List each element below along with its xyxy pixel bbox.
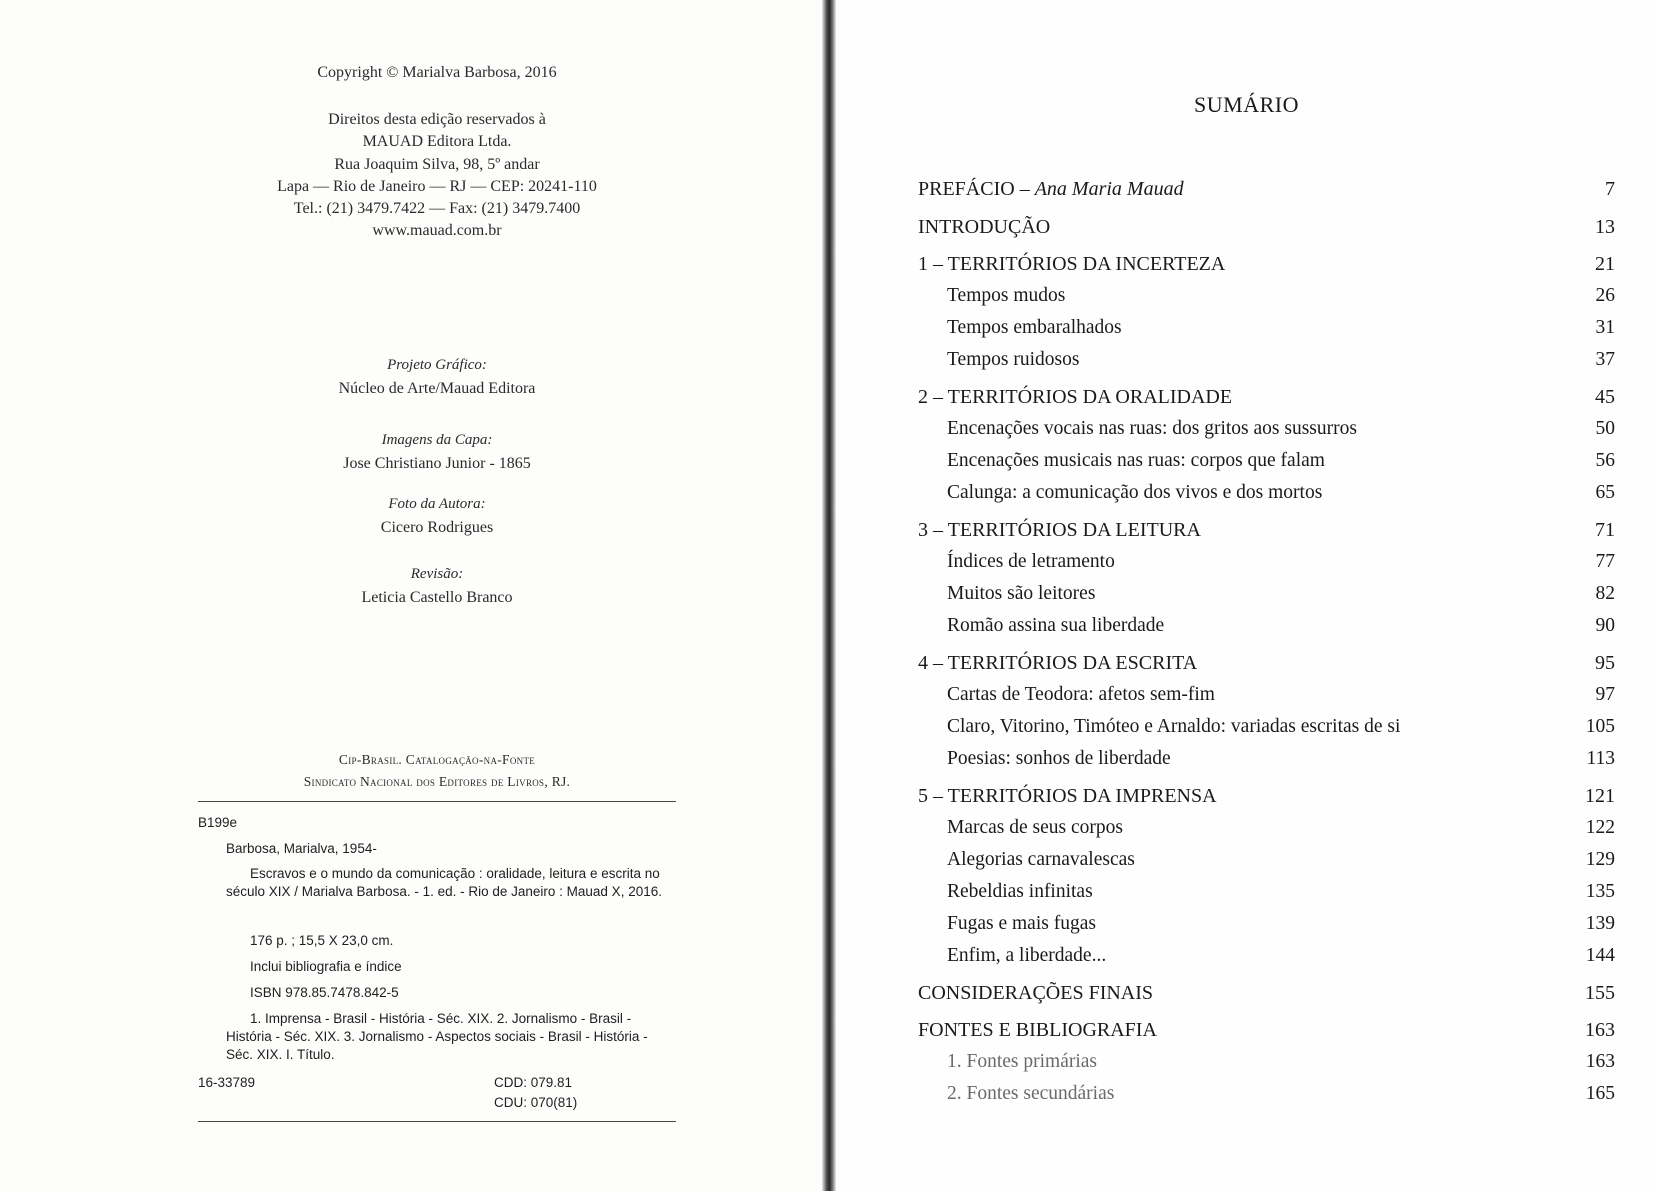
publisher-line: Rua Joaquim Silva, 98, 5º andar (334, 155, 540, 173)
toc-entry-label: Rebeldias infinitas (947, 881, 1093, 902)
toc-entry-page-number: 135 (1585, 881, 1615, 902)
cip-bibliography-note: Inclui bibliografia e índice (250, 959, 402, 974)
toc-entry-page-number: 45 (1595, 386, 1615, 408)
toc-entry-page-number: 71 (1595, 519, 1615, 541)
toc-entry-label: FONTES E BIBLIOGRAFIA (918, 1019, 1157, 1041)
credit-value: Jose Christiano Junior - 1865 (343, 455, 531, 472)
toc-section-entry (836, 1051, 1657, 1081)
publisher-line: MAUAD Editora Ltda. (362, 133, 512, 151)
toc-entry-label: Fugas e mais fugas (947, 913, 1096, 934)
credit-value: Cicero Rodrigues (380, 519, 494, 536)
toc-entry-label: Muitos são leitores (947, 583, 1096, 604)
toc-entry-page-number: 50 (1595, 418, 1615, 439)
toc-entry-label: 2. Fontes secundárias (947, 1083, 1115, 1104)
toc-section-entry (836, 945, 1657, 975)
cip-divider-bottom (198, 1121, 676, 1122)
toc-section-entry (836, 450, 1657, 480)
cip-physical-description: 176 p. ; 15,5 X 23,0 cm. (250, 933, 394, 948)
toc-chapter-entry (836, 1019, 1657, 1049)
credit-cover-images (200, 429, 674, 475)
toc-chapter-entry (836, 178, 1657, 208)
cip-header-line: Sindicato Nacional dos Editores de Livros, RJ. (303, 774, 571, 789)
toc-section-entry (836, 551, 1657, 581)
toc-entry-label: Poesias: sonhos de liberdade (947, 748, 1171, 769)
toc-entry-label: Tempos mudos (947, 285, 1066, 306)
toc-entry-page-number: 21 (1595, 253, 1615, 275)
toc-entry-label: Marcas de seus corpos (947, 817, 1123, 838)
toc-entry-page-number: 144 (1585, 945, 1615, 966)
toc-entry-page-number: 37 (1595, 349, 1615, 370)
publisher-line: Lapa — Rio de Janeiro — RJ — CEP: 20241-110 (277, 177, 597, 195)
toc-entry-page-number: 122 (1585, 817, 1615, 838)
toc-entry-page-number: 77 (1595, 551, 1615, 572)
cip-author: Barbosa, Marialva, 1954- (226, 841, 377, 856)
toc-entry-page-number: 155 (1585, 982, 1615, 1004)
toc-entry-label: Calunga: a comunicação dos vivos e dos mortos (947, 482, 1323, 503)
credit-revision (200, 563, 674, 609)
toc-entry-page-number: 97 (1595, 684, 1615, 705)
toc-chapter-entry (836, 386, 1657, 416)
cip-title: Escravos e o mundo da comunicação : oralidade, leitura e escrita no século XIX / Marialva Barbosa. - 1. ed. - Rio de Janeiro : Mauad X, 2016. (226, 866, 662, 899)
toc-entry-page-number: 139 (1585, 913, 1615, 934)
toc-section-entry (836, 482, 1657, 512)
credit-value: Núcleo de Arte/Mauad Editora (338, 380, 536, 397)
table-of-contents-page (836, 0, 1657, 1191)
toc-chapter-entry (836, 785, 1657, 815)
toc-entry-page-number: 65 (1595, 482, 1615, 503)
cip-number: 16-33789 (198, 1075, 256, 1090)
toc-entry-page-number: 56 (1595, 450, 1615, 471)
cip-divider-top (198, 801, 676, 802)
cip-subjects: 1. Imprensa - Brasil - História - Séc. XIX. 2. Jornalismo - Brasil - História - Séc. XIX. 3. Jornalismo - Aspectos sociais - Brasil - História - Séc. XIX. I. Título. (226, 1011, 648, 1062)
toc-entry-label: Enfim, a liberdade... (947, 945, 1107, 966)
toc-entry-label: 1. Fontes primárias (947, 1051, 1098, 1072)
cip-cdd: CDD: 079.81 (494, 1075, 573, 1090)
toc-entry-page-number: 165 (1585, 1083, 1615, 1104)
toc-entry-label: Tempos ruidosos (947, 349, 1080, 370)
credit-label: Projeto Gráfico: (387, 357, 487, 373)
cip-header (200, 749, 674, 793)
credit-label: Imagens da Capa: (381, 432, 493, 448)
toc-entry-page-number: 129 (1585, 849, 1615, 870)
toc-entry-label: Tempos embaralhados (947, 317, 1122, 338)
toc-chapter-entry (836, 652, 1657, 682)
toc-entry-page-number: 90 (1595, 615, 1615, 636)
toc-entry-label: Encenações vocais nas ruas: dos gritos aos sussurros (947, 418, 1357, 439)
toc-entry-label: Claro, Vitorino, Timóteo e Arnaldo: variadas escritas de si (947, 716, 1401, 737)
toc-section-entry (836, 583, 1657, 613)
toc-section-entry (836, 349, 1657, 379)
toc-entry-label: INTRODUÇÃO (918, 216, 1051, 238)
toc-entry-label: Alegorias carnavalescas (947, 849, 1135, 870)
toc-entry-label: Cartas de Teodora: afetos sem-fim (947, 684, 1215, 705)
toc-entry-author: Ana Maria Mauad (1034, 178, 1184, 200)
toc-section-entry (836, 748, 1657, 778)
toc-entry-page-number: 13 (1595, 216, 1615, 238)
credit-author-photo (200, 493, 674, 539)
toc-entry-page-number: 163 (1585, 1051, 1615, 1072)
toc-entry-page-number: 105 (1585, 716, 1615, 737)
toc-chapter-entry (836, 253, 1657, 283)
toc-entry-page-number: 163 (1585, 1019, 1615, 1041)
toc-title: SUMÁRIO (1194, 92, 1299, 117)
publisher-info (200, 109, 674, 243)
toc-entry-page-number: 82 (1595, 583, 1615, 604)
toc-chapter-entry (836, 982, 1657, 1012)
toc-entry-label (918, 178, 1184, 201)
toc-entry-page-number: 121 (1585, 785, 1615, 807)
credit-value: Leticia Castello Branco (361, 589, 513, 606)
publisher-website: www.mauad.com.br (372, 222, 502, 240)
copyright-page (0, 0, 822, 1191)
publisher-line: Direitos desta edição reservados à (328, 111, 546, 128)
credit-label: Foto da Autora: (388, 496, 486, 512)
toc-entry-label: 1 – TERRITÓRIOS DA INCERTEZA (918, 253, 1226, 275)
toc-entry-page-number: 26 (1595, 285, 1615, 306)
publisher-line: Tel.: (21) 3479.7422 — Fax: (21) 3479.7400 (293, 200, 581, 218)
toc-entry-label: 5 – TERRITÓRIOS DA IMPRENSA (918, 785, 1217, 807)
cip-isbn: ISBN 978.85.7478.842-5 (250, 985, 399, 1000)
toc-chapter-entry (836, 216, 1657, 246)
cip-code: B199e (198, 815, 238, 830)
toc-entry-label: 3 – TERRITÓRIOS DA LEITURA (918, 519, 1201, 541)
credit-label: Revisão: (410, 566, 464, 582)
toc-entry-page-number: 7 (1605, 178, 1615, 200)
cip-header-line: Cip-Brasil. Catalogação-na-Fonte (338, 752, 536, 767)
book-gutter (822, 0, 836, 1191)
toc-section-entry (836, 317, 1657, 347)
toc-entry-page-number: 95 (1595, 652, 1615, 674)
toc-entry-label: Encenações musicais nas ruas: corpos que falam (947, 450, 1325, 471)
toc-entry-label: Índices de letramento (947, 551, 1115, 572)
toc-section-entry (836, 881, 1657, 911)
toc-entry-label: CONSIDERAÇÕES FINAIS (918, 982, 1154, 1004)
cip-cdu: CDU: 070(81) (494, 1095, 578, 1110)
toc-section-entry (836, 913, 1657, 943)
toc-section-entry (836, 817, 1657, 847)
toc-section-entry (836, 1083, 1657, 1113)
toc-section-entry (836, 418, 1657, 448)
toc-section-entry (836, 285, 1657, 315)
toc-chapter-entry (836, 519, 1657, 549)
toc-section-entry (836, 716, 1657, 746)
credit-graphic-design (200, 354, 674, 400)
copyright-line: Copyright © Marialva Barbosa, 2016 (317, 64, 557, 81)
toc-entry-page-number: 113 (1586, 748, 1615, 769)
toc-section-entry (836, 615, 1657, 645)
toc-entry-label: 4 – TERRITÓRIOS DA ESCRITA (918, 652, 1198, 674)
toc-entry-label: Romão assina sua liberdade (947, 615, 1165, 636)
toc-section-entry (836, 684, 1657, 714)
toc-entry-page-number: 31 (1595, 317, 1615, 338)
toc-section-entry (836, 849, 1657, 879)
toc-entry-label: 2 – TERRITÓRIOS DA ORALIDADE (918, 386, 1233, 408)
toc-entry-label-text: PREFÁCIO – (918, 178, 1035, 200)
